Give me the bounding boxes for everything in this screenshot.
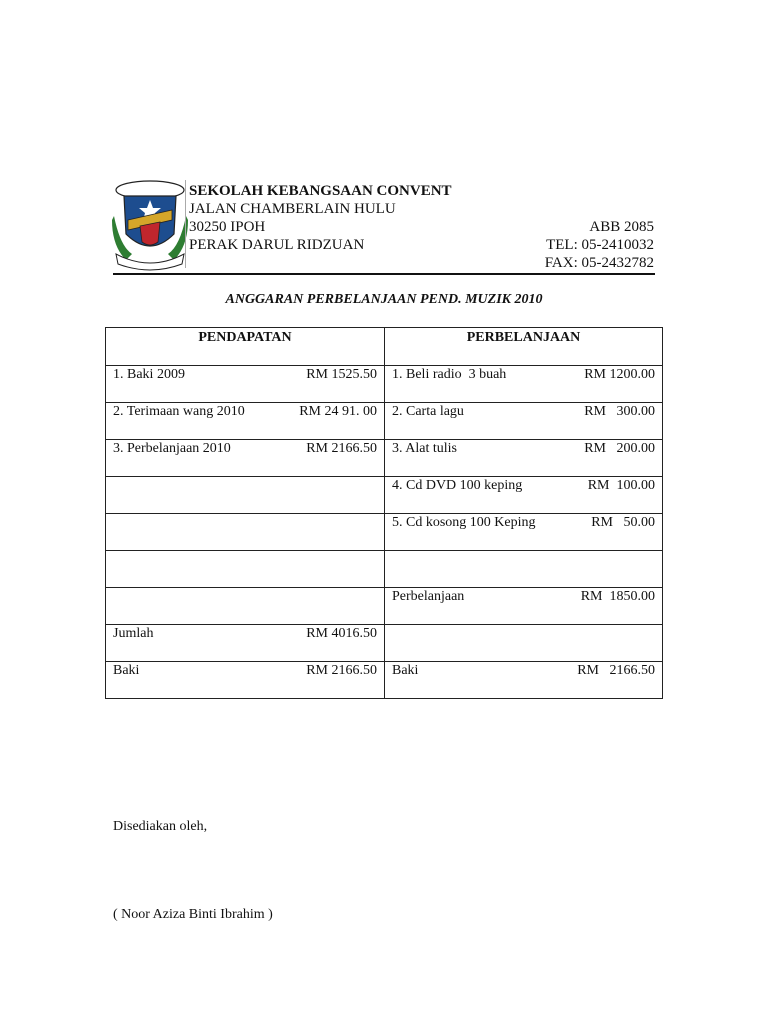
signer-name: ( Noor Aziza Binti Ibrahim ) xyxy=(113,907,273,922)
table-row xyxy=(106,514,663,551)
fax: FAX: 05-2432782 xyxy=(544,255,654,271)
expense-amount: RM 200.00 xyxy=(584,441,655,456)
address-line-1: JALAN CHAMBERLAIN HULU xyxy=(189,201,396,217)
school-address-block xyxy=(189,182,452,254)
expense-total-label: Perbelanjaan xyxy=(392,589,465,604)
income-balance-label: Baki xyxy=(113,663,140,678)
income-amount: RM 1525.50 xyxy=(306,367,377,382)
school-crest-logo xyxy=(110,176,190,272)
table-header-row xyxy=(106,328,663,366)
income-label: 3. Perbelanjaan 2010 xyxy=(113,441,231,456)
expense-amount: RM 100.00 xyxy=(587,478,655,493)
address-line-3: PERAK DARUL RIDZUAN xyxy=(189,237,365,253)
budget-table xyxy=(105,327,663,699)
expense-total-amount: RM 1850.00 xyxy=(580,589,655,604)
table-row xyxy=(106,440,663,477)
address-line-2: 30250 IPOH xyxy=(189,219,266,235)
expense-label: 5. Cd kosong 100 Keping xyxy=(392,515,536,530)
expense-label: 4. Cd DVD 100 keping xyxy=(392,478,523,493)
school-name: SEKOLAH KEBANGSAAN CONVENT xyxy=(189,183,452,199)
income-amount: RM 24 91. 00 xyxy=(299,404,377,419)
header-rule xyxy=(113,273,655,275)
expense-label: 3. Alat tulis xyxy=(392,441,457,456)
table-row xyxy=(106,662,663,699)
header-income: PENDAPATAN xyxy=(106,328,385,366)
header-expenditure: PERBELANJAAN xyxy=(385,328,663,366)
table-row xyxy=(106,366,663,403)
expense-amount: RM 50.00 xyxy=(591,515,655,530)
table-row xyxy=(106,403,663,440)
table-row xyxy=(106,625,663,662)
income-amount: RM 2166.50 xyxy=(306,441,377,456)
table-row xyxy=(106,588,663,625)
telephone: TEL: 05-2410032 xyxy=(546,237,654,253)
income-total-amount: RM 4016.50 xyxy=(306,626,377,641)
expense-label: 2. Carta lagu xyxy=(392,404,464,419)
table-row xyxy=(106,477,663,514)
income-label: 2. Terimaan wang 2010 xyxy=(113,404,245,419)
expense-label: 1. Beli radio 3 buah xyxy=(392,367,507,382)
expense-balance-label: Baki xyxy=(392,663,419,678)
table-row xyxy=(106,551,663,588)
expense-balance-amount: RM 2166.50 xyxy=(577,663,655,678)
expense-amount: RM 300.00 xyxy=(584,404,655,419)
header-divider-vertical xyxy=(185,180,186,268)
school-code: ABB 2085 xyxy=(589,219,654,235)
income-total-label: Jumlah xyxy=(113,626,154,641)
prepared-by-label: Disediakan oleh, xyxy=(113,819,208,834)
contact-block xyxy=(545,218,654,272)
income-label: 1. Baki 2009 xyxy=(113,367,185,382)
document-title: ANGGARAN PERBELANJAAN PEND. MUZIK 2010 xyxy=(225,292,543,307)
income-balance-amount: RM 2166.50 xyxy=(306,663,377,678)
expense-amount: RM 1200.00 xyxy=(584,367,655,382)
